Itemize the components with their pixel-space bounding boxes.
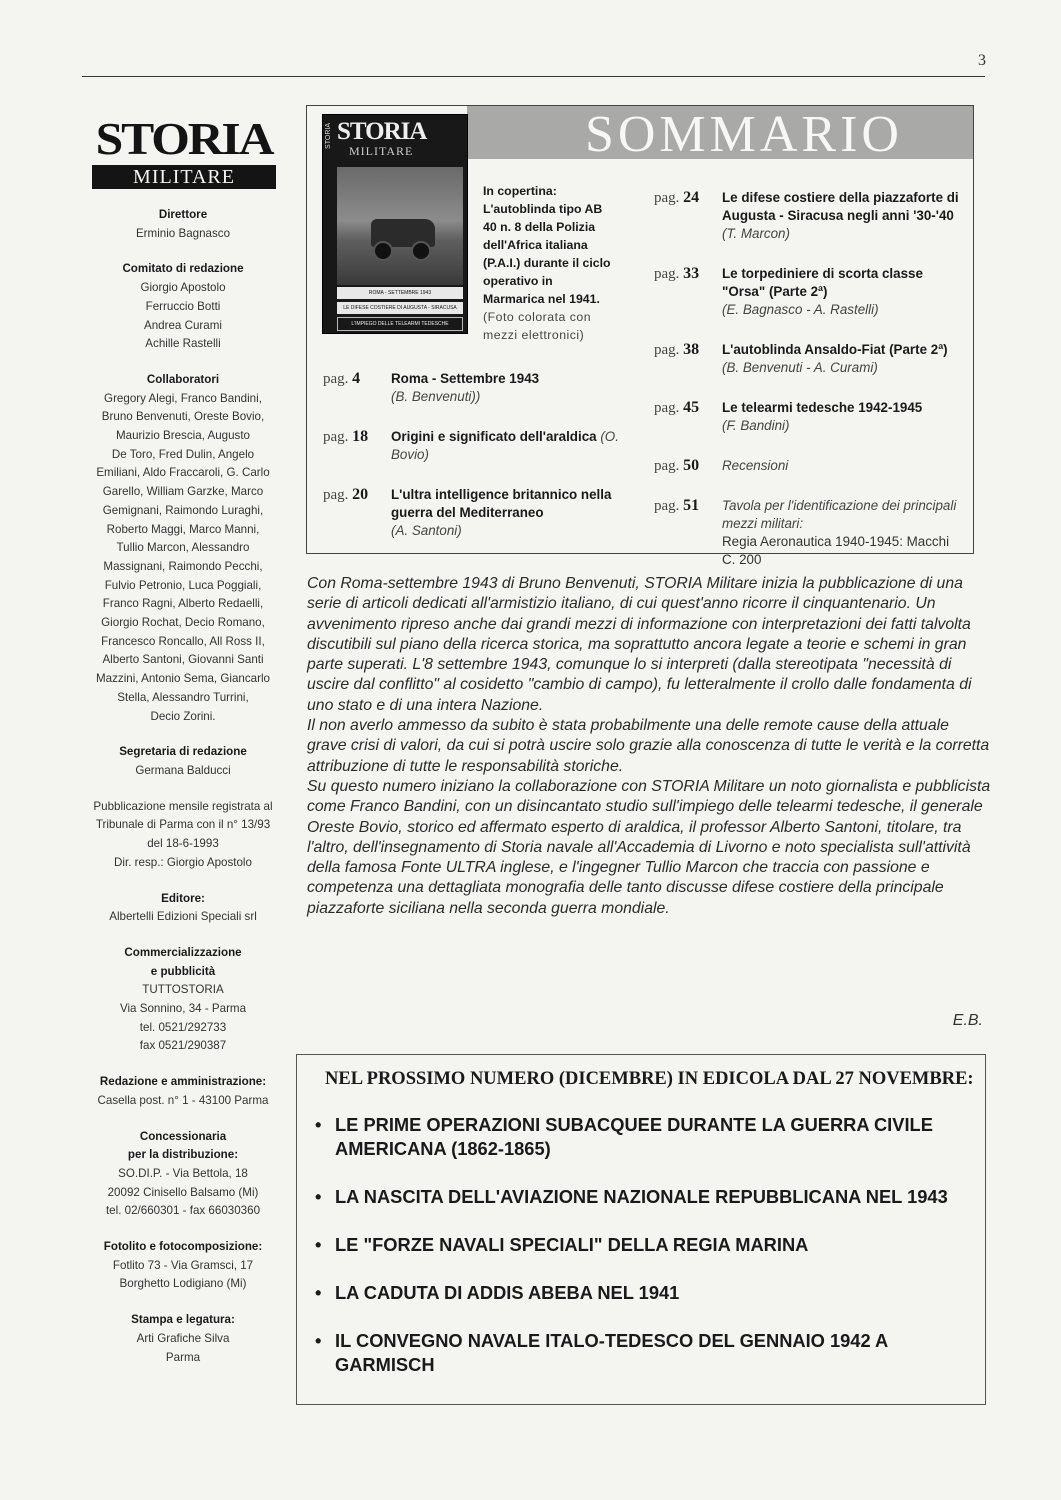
credits-line: Borghetto Lodigiano (Mi) xyxy=(119,1277,247,1291)
credits-line: Giorgio Apostolo xyxy=(140,281,226,295)
cover-description-label: In copertina: xyxy=(483,184,557,198)
toc-entry[interactable] xyxy=(323,428,633,464)
credits-heading: Stampa e legatura: xyxy=(131,1313,235,1327)
cover-description xyxy=(483,182,613,344)
next-issue-box xyxy=(296,1054,986,1405)
masthead-logo xyxy=(92,113,276,189)
toc-title: Le telearmi tedesche 1942-1945 xyxy=(722,400,923,415)
credits-line: Erminio Bagnasco xyxy=(135,226,231,240)
list-item xyxy=(315,1185,975,1209)
toc-body xyxy=(722,497,964,569)
cover-image xyxy=(322,114,468,334)
toc-author: (A. Santoni) xyxy=(391,523,462,538)
list-item xyxy=(315,1281,975,1305)
editorial-signature: E.B. xyxy=(952,1012,983,1029)
credits-line: Pubblicazione mensile registrata al xyxy=(93,799,273,813)
page-number-ref: 33 xyxy=(683,265,700,282)
credits-heading: Collaboratori xyxy=(146,372,220,386)
credits-line: Gregory Alegi, Franco Bandini, xyxy=(104,391,262,405)
wheel-shape xyxy=(411,241,431,261)
toc-entry[interactable] xyxy=(654,189,964,243)
page-number-ref: 18 xyxy=(352,428,369,445)
credits-line: Francesco Roncallo, All Ross II, xyxy=(101,634,265,648)
next-issue-item-text: LE "FORZE NAVALI SPECIALI" DELLA REGIA MARINA xyxy=(335,1234,809,1255)
sommario-title: SOMMARIO xyxy=(584,106,903,163)
pag-label: pag. xyxy=(323,487,349,503)
pag-label: pag. xyxy=(654,266,680,282)
credits-line: Roberto Maggi, Marco Manni, xyxy=(106,522,260,536)
toc-body xyxy=(722,341,964,377)
credits-line: Maurizio Brescia, Augusto xyxy=(115,429,251,443)
page-number-ref: 24 xyxy=(683,189,700,206)
toc-page-ref xyxy=(654,399,722,435)
wheel-shape xyxy=(373,241,393,261)
toc-body xyxy=(391,428,633,464)
credits-line: Alberto Santoni, Giovanni Santi xyxy=(102,653,264,667)
sommario-header-band xyxy=(467,106,973,163)
credits-heading: Direttore xyxy=(158,208,208,221)
credits-section xyxy=(86,944,280,1056)
cover-captions xyxy=(337,287,463,334)
pag-label: pag. xyxy=(654,190,680,206)
toc-page-ref xyxy=(654,457,722,475)
sommario-box xyxy=(306,105,974,567)
credits-heading: Comitato di redazione xyxy=(122,262,244,276)
credits-section xyxy=(86,260,280,354)
editorial-paragraph: Con Roma-settembre 1943 di Bruno Benvenuti, STORIA Militare inizia la pubblicazione di una serie di articoli dedicati all'armistizio italiano, di cui quest'anno ricorre il cinquantenario. Un avvenimento ripreso anche dai grandi mezzi di informazione con interpretazioni dei fatti talvolta discutibili sul piano della ricerca storica, ma soprattutto ancora legate a teorie e schemi in gran parte superati. L'8 settembre 1943, comunque lo si interpreti (dalla stereotipata "necessità di uscire dal conflitto" al cosidetto "cambio di campo), fu letteralmente il crollo dalle fondamenta di uno stato e di una intera Nazione. xyxy=(307,575,972,714)
cover-spine: STORIA xyxy=(325,123,332,149)
credits-line: Ferruccio Botti xyxy=(145,299,221,313)
credits-line: del 18-6-1993 xyxy=(147,837,219,851)
cover-caption: LE DIFESE COSTIERE DI AUGUSTA - SIRACUSA xyxy=(337,302,463,314)
credits-line: tel. 02/660301 - fax 66030360 xyxy=(105,1204,261,1218)
toc-entry[interactable] xyxy=(654,497,964,569)
toc-entry[interactable] xyxy=(654,341,964,377)
credits-column xyxy=(86,206,280,1384)
toc-page-ref xyxy=(323,428,391,464)
toc-plain-text: Regia Aeronautica 1940-1945: Macchi C. 200 xyxy=(722,534,950,567)
toc-entry[interactable] xyxy=(654,265,964,319)
toc-left-column xyxy=(323,370,633,562)
cover-caption: ROMA - SETTEMBRE 1943 xyxy=(337,287,463,299)
toc-title: L'ultra intelligence britannico nella guerra del Mediterraneo xyxy=(391,487,612,520)
toc-body xyxy=(391,370,539,406)
cover-photo xyxy=(337,167,463,285)
cover-description-note: (Foto colorata con mezzi elettronici) xyxy=(483,310,592,342)
next-issue-item-text: LE PRIME OPERAZIONI SUBACQUEE DURANTE LA GUERRA CIVILE AMERICANA (1862-1865) xyxy=(335,1114,933,1159)
toc-title: Origini e significato dell'araldica xyxy=(391,429,597,444)
credits-line: Achille Rastelli xyxy=(145,337,221,351)
page-number-ref: 45 xyxy=(683,399,700,416)
credits-line: Garello, William Garzke, Marco xyxy=(102,485,264,499)
credits-section xyxy=(86,890,280,927)
page-number: 3 xyxy=(978,52,986,69)
toc-author: (B. Benvenuti - A. Curami) xyxy=(722,360,878,375)
credits-section xyxy=(86,206,280,243)
next-issue-item-text: LA NASCITA DELL'AVIAZIONE NAZIONALE REPUBBLICANA NEL 1943 xyxy=(335,1186,948,1207)
toc-author: Recensioni xyxy=(722,458,789,473)
credits-line: Via Sonnino, 34 - Parma xyxy=(119,1002,247,1016)
toc-title: Le difese costiere della piazzaforte di Augusta - Siracusa negli anni '30-'40 xyxy=(722,190,959,223)
credits-heading: Commercializzazione e pubblicità xyxy=(124,945,242,978)
credits-line: fax 0521/290387 xyxy=(139,1039,227,1053)
credits-line: Fulvio Petronio, Luca Poggiali, xyxy=(104,578,262,592)
credits-line: TUTTOSTORIA xyxy=(142,983,224,997)
next-issue-item-text: LA CADUTA DI ADDIS ABEBA NEL 1941 xyxy=(335,1282,680,1303)
credits-section xyxy=(86,743,280,780)
credits-section xyxy=(86,1238,280,1294)
toc-body xyxy=(722,189,964,243)
toc-body xyxy=(722,457,788,475)
credits-line: Giorgio Rochat, Decio Romano, xyxy=(101,616,265,630)
toc-body xyxy=(722,399,922,435)
toc-title: Le torpediniere di scorta classe "Orsa" (Parte 2ª) xyxy=(722,266,923,299)
credits-line: De Toro, Fred Dulin, Angelo xyxy=(111,447,255,461)
toc-author: (O. Bovio) xyxy=(391,429,619,462)
list-item xyxy=(315,1329,975,1377)
credits-line: Emiliani, Aldo Fraccaroli, G. Carlo xyxy=(96,466,270,480)
toc-body xyxy=(722,265,964,319)
editorial-paragraph: Su questo numero iniziano la collaborazione con STORIA Militare un noto giornalista e pubblicista come Franco Bandini, con un disincantato studio sull'impiego delle telearmi tedesche, il generale Oreste Bovio, storico ed affermato esperto di araldica, il professor Alberto Santoni, titolare, tra l'altro, dell'insegnamento di Storia navale all'Accademia di Livorno e noto specialista sull'attività della famosa Fonte ULTRA inglese, e l'ingegner Tullio Marcon che traccia con passione e competenza una dettagliata monografia delle tanto discusse difese costiere della principale piazzaforte siciliana nella seconda guerra mondiale. xyxy=(307,777,991,917)
credits-heading: Redazione e amministrazione: xyxy=(99,1075,267,1089)
top-rule xyxy=(82,76,985,77)
credits-heading: Segretaria di redazione xyxy=(119,745,247,759)
list-item xyxy=(315,1233,975,1257)
toc-author: Tavola per l'identificazione dei principali mezzi militari: xyxy=(722,498,957,531)
credits-line: Franco Ragni, Alberto Redaelli, xyxy=(102,597,264,611)
toc-entry[interactable] xyxy=(323,486,633,540)
toc-body xyxy=(391,486,633,540)
page-number-ref: 20 xyxy=(352,486,369,503)
logo-militare: MILITARE xyxy=(92,165,276,189)
credits-heading: Editore: xyxy=(161,891,205,905)
cover-description-text: L'autoblinda tipo AB 40 n. 8 della Polizia dell'Africa italiana (P.A.I.) durante il ciclo operativo in Marmarica nel 1941. xyxy=(483,202,611,306)
pag-label: pag. xyxy=(654,400,680,416)
bullet-icon: • xyxy=(315,1234,322,1255)
next-issue-heading: NEL PROSSIMO NUMERO (DICEMBRE) IN EDICOLA DAL 27 NOVEMBRE: xyxy=(325,1069,974,1089)
toc-page-ref xyxy=(323,486,391,540)
bullet-icon: • xyxy=(315,1282,322,1303)
toc-title: Roma - Settembre 1943 xyxy=(391,371,540,386)
credits-line: tel. 0521/292733 xyxy=(139,1020,227,1034)
credits-line: Bruno Benvenuti, Oreste Bovio, xyxy=(101,410,265,424)
next-issue-list xyxy=(315,1113,975,1401)
credits-heading: Concessionaria per la distribuzione: xyxy=(127,1129,239,1162)
next-issue-item-text: IL CONVEGNO NAVALE ITALO-TEDESCO DEL GENNAIO 1942 A GARMISCH xyxy=(335,1330,888,1375)
cover-subtitle: MILITARE xyxy=(349,144,414,158)
bullet-icon: • xyxy=(315,1330,322,1351)
credits-line: Massignani, Raimondo Pecchi, xyxy=(103,559,263,573)
credits-section xyxy=(86,371,280,726)
toc-page-ref xyxy=(654,341,722,377)
page-number-ref: 4 xyxy=(352,370,361,387)
toc-entry[interactable] xyxy=(654,399,964,435)
credits-line: Parma xyxy=(165,1350,201,1364)
credits-line: Tullio Marcon, Alessandro xyxy=(116,541,250,555)
credits-line: Fotlito 73 - Via Gramsci, 17 xyxy=(112,1258,254,1272)
bullet-icon: • xyxy=(315,1186,322,1207)
list-item xyxy=(315,1113,975,1161)
credits-line: Arti Grafiche Silva xyxy=(136,1331,230,1345)
credits-section xyxy=(86,798,280,873)
page-number-ref: 51 xyxy=(683,497,700,514)
credits-heading: Fotolito e fotocomposizione: xyxy=(103,1240,263,1254)
toc-author: (T. Marcon) xyxy=(722,226,790,241)
logo-storia: STORIA xyxy=(95,113,273,164)
toc-entry[interactable] xyxy=(654,457,964,475)
credits-section xyxy=(86,1073,280,1110)
cover-title: STORIA xyxy=(337,118,427,145)
credits-section xyxy=(86,1128,280,1222)
pag-label: pag. xyxy=(654,458,680,474)
toc-right-column xyxy=(654,189,964,591)
credits-line: Dir. resp.: Giorgio Apostolo xyxy=(114,855,252,869)
toc-author: (E. Bagnasco - A. Rastelli) xyxy=(722,302,879,317)
toc-author: (B. Benvenuti)) xyxy=(391,389,481,404)
editorial-paragraph: Il non averlo ammesso da subito è stata probabilmente una delle remote cause della attuale grave crisi di valori, da cui si potrà uscire solo grazie alla conoscenza di tutte le verità e la corretta attribuzione di tutte le responsabilità storiche. xyxy=(307,717,990,775)
pag-label: pag. xyxy=(323,371,349,387)
credits-line: Stella, Alessandro Turrini, xyxy=(117,690,249,704)
page-number-ref: 50 xyxy=(683,457,700,474)
toc-title: L'autoblinda Ansaldo-Fiat (Parte 2ª) xyxy=(722,342,948,357)
editorial-text xyxy=(307,574,991,919)
toc-page-ref xyxy=(654,265,722,319)
credits-line: Casella post. n° 1 - 43100 Parma xyxy=(97,1093,269,1107)
credits-section xyxy=(86,1311,280,1367)
toc-page-ref xyxy=(654,189,722,243)
pag-label: pag. xyxy=(654,498,680,514)
toc-page-ref xyxy=(323,370,391,406)
bullet-icon: • xyxy=(315,1114,322,1135)
credits-line: Andrea Curami xyxy=(144,318,222,332)
credits-line: Mazzini, Antonio Sema, Giancarlo xyxy=(96,672,270,686)
pag-label: pag. xyxy=(654,342,680,358)
credits-line: SO.DI.P. - Via Bettola, 18 xyxy=(118,1166,248,1180)
credits-line: Germana Balducci xyxy=(135,763,231,777)
cover-caption: L'IMPIEGO DELLE TELEARMI TEDESCHE xyxy=(337,317,463,331)
credits-line: Gemignani, Raimondo Luraghi, xyxy=(102,503,264,517)
page-number-ref: 38 xyxy=(683,341,700,358)
toc-page-ref xyxy=(654,497,722,569)
pag-label: pag. xyxy=(323,429,349,445)
credits-line: Tribunale di Parma con il n° 13/93 xyxy=(95,818,271,832)
credits-line: Decio Zorini. xyxy=(150,709,216,723)
toc-entry[interactable] xyxy=(323,370,633,406)
credits-line: 20092 Cinisello Balsamo (Mi) xyxy=(107,1185,259,1199)
toc-author: (F. Bandini) xyxy=(722,418,790,433)
credits-line: Albertelli Edizioni Speciali srl xyxy=(109,910,257,924)
